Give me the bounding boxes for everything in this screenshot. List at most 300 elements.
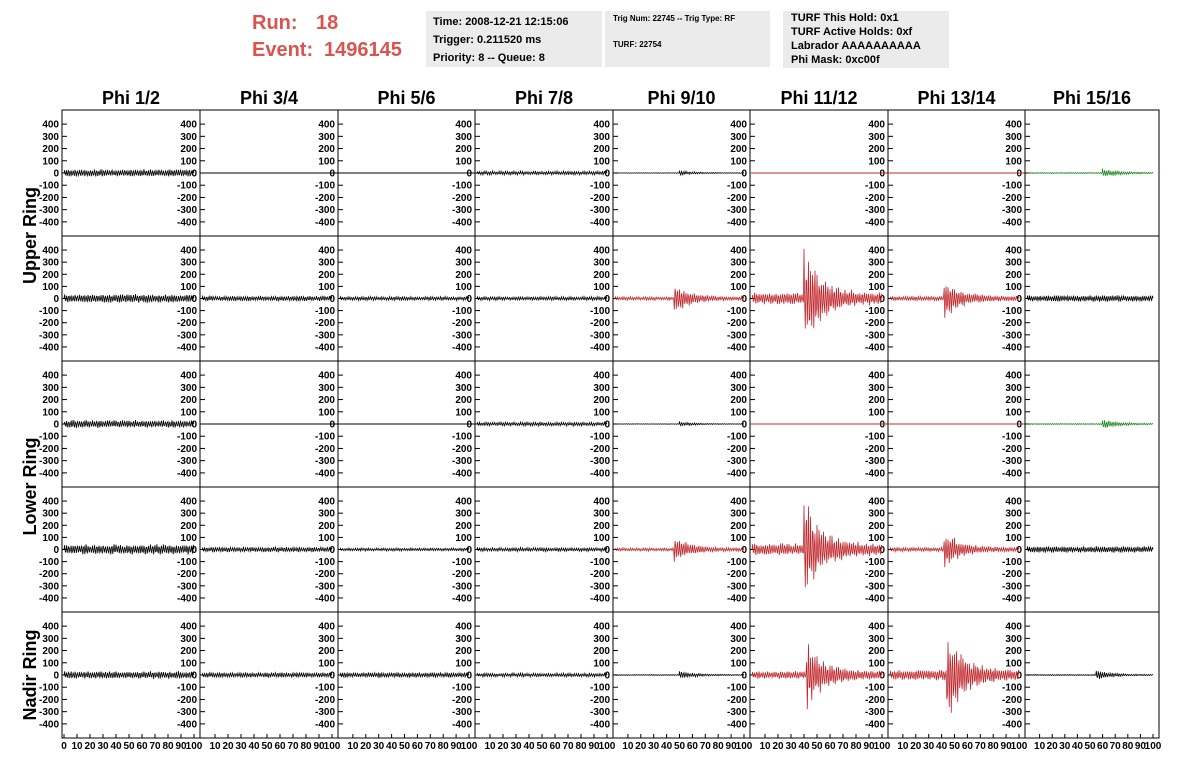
xtick-label: 10 — [759, 741, 771, 752]
waveform-r1-c4 — [477, 171, 607, 175]
ytick-label: 100 — [180, 281, 197, 293]
event-value: 1496145 — [324, 39, 402, 61]
ytick-label: -300 — [176, 581, 197, 593]
ytick-label: -100 — [176, 306, 197, 318]
ytick-label-left: -300 — [38, 205, 59, 217]
xtick-label: 70 — [699, 741, 711, 752]
ytick-label: -300 — [1001, 456, 1022, 468]
ytick-label: 0 — [604, 419, 610, 431]
ytick-label: 200 — [1005, 395, 1022, 407]
ytick-label: -300 — [864, 581, 885, 593]
xtick-label: 40 — [936, 741, 948, 752]
ytick-label: 100 — [1005, 407, 1022, 419]
ytick-label: 100 — [868, 407, 885, 419]
trig-num-line: Trig Num: 22745 -- Trig Type: RF — [613, 14, 736, 23]
ytick-label: 0 — [604, 294, 610, 305]
ytick-label: 0 — [466, 168, 472, 180]
waveform-r4-c2 — [202, 547, 332, 552]
ytick-label: -300 — [726, 581, 747, 593]
ytick-label: -300 — [726, 456, 747, 468]
ytick-label: -200 — [726, 569, 747, 581]
ytick-label: -100 — [451, 682, 472, 694]
ytick-label: -100 — [451, 180, 472, 192]
xtick-label: 20 — [84, 741, 96, 752]
ytick-label: 400 — [1005, 621, 1022, 633]
ytick-label: -400 — [451, 217, 472, 229]
ytick-label: -300 — [314, 205, 335, 217]
ytick-label: 400 — [180, 370, 197, 382]
xtick-label: 60 — [411, 741, 423, 752]
ytick-label: -100 — [176, 557, 197, 569]
ytick-label: 100 — [730, 281, 747, 293]
waveform-r2-c2 — [202, 296, 332, 301]
ytick-label-left: 100 — [42, 658, 59, 670]
ytick-label-left: -300 — [38, 707, 59, 719]
xtick-label: 60 — [1097, 741, 1109, 752]
ytick-label: 400 — [318, 621, 335, 633]
waveform-r3-c8 — [1027, 420, 1153, 428]
xtick-label: 90 — [1134, 741, 1146, 752]
ytick-label: 400 — [180, 245, 197, 257]
ytick-label: 400 — [180, 621, 197, 633]
ytick-label: -200 — [314, 569, 335, 581]
ytick-label-left: -400 — [38, 217, 59, 229]
xtick-label: 10 — [71, 741, 83, 752]
ytick-label: 100 — [730, 532, 747, 544]
xtick-label: 50 — [673, 741, 686, 752]
ytick-label: -200 — [451, 694, 472, 706]
waveform-r5-c1 — [64, 671, 194, 679]
waveform-r2-c5 — [615, 289, 744, 310]
ytick-label: -300 — [451, 205, 472, 217]
ytick-label: 0 — [329, 419, 335, 431]
ytick-label: 200 — [593, 520, 610, 532]
ytick-label: -200 — [314, 694, 335, 706]
ytick-label: 0 — [191, 545, 197, 556]
ytick-label: -400 — [1001, 342, 1022, 354]
ytick-label: -300 — [726, 205, 747, 217]
ytick-label: 400 — [1005, 245, 1022, 257]
ytick-label: 300 — [1005, 382, 1022, 394]
waveform-r3-c4 — [477, 422, 607, 426]
ytick-label: -300 — [176, 707, 197, 719]
ytick-label-left: -100 — [38, 180, 59, 192]
ytick-label: -100 — [314, 682, 335, 694]
xtick-label: 100 — [735, 741, 753, 752]
ytick-label-left: -200 — [38, 443, 59, 455]
ytick-label: -100 — [176, 431, 197, 443]
ytick-label: 200 — [868, 144, 885, 156]
xtick-label: 50 — [398, 741, 411, 752]
ytick-label: 200 — [318, 646, 335, 658]
ytick-label: 0 — [191, 294, 197, 305]
ytick-label-left: -200 — [38, 694, 59, 706]
ytick-label: 300 — [180, 633, 197, 645]
ytick-label: 200 — [868, 395, 885, 407]
ytick-label: 100 — [593, 658, 610, 670]
ytick-label: 0 — [191, 168, 197, 180]
waveform-r4-c5 — [615, 541, 744, 562]
ytick-label: -300 — [1001, 330, 1022, 342]
ytick-label: -200 — [1001, 694, 1022, 706]
ytick-label: -400 — [314, 719, 335, 731]
waveform-r1-c8 — [1027, 169, 1153, 176]
ytick-label-left: -200 — [38, 318, 59, 330]
xtick-label: 20 — [635, 741, 647, 752]
priority-line: Priority: 8 -- Queue: 8 — [433, 52, 545, 64]
ytick-label-left: 400 — [42, 370, 59, 382]
ytick-label: -300 — [451, 581, 472, 593]
ytick-label: 300 — [730, 508, 747, 520]
ytick-label: -100 — [1001, 180, 1022, 192]
ytick-label: 200 — [180, 646, 197, 658]
ytick-label: -100 — [589, 180, 610, 192]
xtick-label: 30 — [97, 741, 109, 752]
ytick-label: -200 — [726, 443, 747, 455]
xtick-label: 70 — [1109, 741, 1121, 752]
ytick-label: -100 — [589, 306, 610, 318]
xtick-label: 50 — [536, 741, 548, 752]
xtick-label: 90 — [175, 741, 187, 752]
ytick-label-left: -100 — [38, 557, 59, 569]
ytick-label: 0 — [191, 419, 197, 431]
ytick-label: 400 — [1005, 496, 1022, 508]
ytick-label: -200 — [1001, 192, 1022, 204]
turf-hold-line: TURF This Hold: 0x1 — [791, 12, 899, 24]
ytick-label: 400 — [730, 496, 747, 508]
ytick-label-left: -100 — [38, 431, 59, 443]
ytick-label: 400 — [455, 370, 472, 382]
ytick-label: -400 — [1001, 217, 1022, 229]
ytick-label: -400 — [589, 719, 610, 731]
xtick-label: 80 — [850, 741, 862, 752]
waveform-r3-c1 — [64, 420, 194, 428]
ytick-label: -400 — [1001, 719, 1022, 731]
ytick-label: 100 — [1005, 532, 1022, 544]
xtick-label: 20 — [910, 741, 922, 752]
ytick-label: -200 — [176, 694, 197, 706]
ytick-label: 200 — [455, 395, 472, 407]
ytick-label: 200 — [1005, 520, 1022, 532]
ytick-label: -200 — [176, 318, 197, 330]
waveform-r5-c6 — [752, 644, 882, 709]
ytick-label-left: 200 — [42, 646, 59, 658]
xtick-label: 40 — [386, 741, 398, 752]
xtick-label: 30 — [373, 741, 385, 752]
ytick-label: 100 — [455, 407, 472, 419]
turf-active-line: TURF Active Holds: 0xf — [791, 26, 913, 38]
ytick-label: 400 — [868, 621, 885, 633]
xtick-label: 50 — [811, 741, 823, 752]
xtick-label: 60 — [824, 741, 836, 752]
ytick-label: 200 — [318, 395, 335, 407]
ytick-label: -300 — [864, 205, 885, 217]
ytick-label: -300 — [589, 456, 610, 468]
ytick-label: -200 — [176, 192, 197, 204]
ytick-label: -400 — [589, 593, 610, 605]
ytick-label: 100 — [455, 156, 472, 168]
ytick-label-left: 300 — [42, 131, 59, 143]
ytick-label: 100 — [868, 532, 885, 544]
ytick-label: 400 — [868, 119, 885, 131]
ytick-label: -400 — [314, 217, 335, 229]
xtick-label: 70 — [149, 741, 161, 752]
xtick-label: 60 — [549, 741, 561, 752]
ytick-label: -200 — [864, 569, 885, 581]
ytick-label-left: 300 — [42, 382, 59, 394]
ytick-label: -100 — [451, 557, 472, 569]
column-header-8: Phi 15/16 — [1052, 88, 1132, 108]
ytick-label: -300 — [864, 707, 885, 719]
ytick-label: -200 — [1001, 318, 1022, 330]
ytick-label: -300 — [864, 330, 885, 342]
xtick-label: 40 — [661, 741, 673, 752]
ytick-label: 400 — [593, 621, 610, 633]
ytick-label: 0 — [329, 168, 335, 180]
xtick-label: 60 — [961, 741, 973, 752]
ytick-label: 200 — [455, 144, 472, 156]
ytick-label: 300 — [1005, 131, 1022, 143]
ytick-label: 300 — [455, 382, 472, 394]
ytick-label: 0 — [466, 294, 472, 305]
ytick-label: 400 — [593, 370, 610, 382]
ytick-label: 300 — [318, 382, 335, 394]
waveform-r5-c3 — [340, 672, 469, 677]
ytick-label: -100 — [726, 682, 747, 694]
waveform-r2-c6 — [752, 249, 882, 329]
ytick-label-left: 400 — [42, 621, 59, 633]
xtick-label: 10 — [484, 741, 496, 752]
ytick-label: 200 — [1005, 269, 1022, 281]
xtick-label: 100 — [460, 741, 478, 752]
ring-label-2: Lower Ring — [20, 437, 40, 536]
ytick-label: 400 — [180, 496, 197, 508]
xtick-label: 30 — [923, 741, 935, 752]
ytick-label-left: -200 — [38, 569, 59, 581]
xtick-label: 60 — [274, 741, 286, 752]
ytick-label: -400 — [864, 468, 885, 480]
ytick-label: 100 — [730, 407, 747, 419]
ytick-label: -400 — [176, 217, 197, 229]
ytick-label-left: 200 — [42, 395, 59, 407]
ytick-label: -200 — [1001, 443, 1022, 455]
ytick-label: -300 — [589, 707, 610, 719]
ytick-label: -200 — [451, 443, 472, 455]
ytick-label: -400 — [589, 468, 610, 480]
xtick-label: 40 — [523, 741, 535, 752]
waveform-r4-c8 — [1027, 546, 1153, 553]
ytick-label: 0 — [1016, 294, 1022, 305]
ytick-label: -400 — [176, 342, 197, 354]
ytick-label: -200 — [589, 318, 610, 330]
ytick-label: -400 — [451, 719, 472, 731]
ytick-label: 200 — [318, 520, 335, 532]
xtick-label: 30 — [235, 741, 247, 752]
ytick-label: 300 — [730, 633, 747, 645]
ytick-label: 100 — [318, 532, 335, 544]
ytick-label: 0 — [879, 294, 885, 305]
xtick-label: 10 — [1034, 741, 1046, 752]
xtick-label: 80 — [575, 741, 587, 752]
waveform-r1-c5 — [615, 171, 744, 175]
ytick-label: 200 — [455, 520, 472, 532]
ytick-label: -100 — [314, 306, 335, 318]
ytick-label: 100 — [318, 658, 335, 670]
xtick-label: 20 — [360, 741, 372, 752]
xtick-label: 90 — [1000, 741, 1012, 752]
ytick-label: -400 — [589, 342, 610, 354]
ytick-label: 0 — [879, 419, 885, 431]
ytick-label: 200 — [730, 395, 747, 407]
ytick-label: 300 — [180, 131, 197, 143]
ytick-label: 100 — [318, 156, 335, 168]
ytick-label: -300 — [589, 330, 610, 342]
time-line: Time: 2008-12-21 12:15:06 — [433, 16, 569, 28]
ytick-label: 400 — [593, 245, 610, 257]
ytick-label: -100 — [589, 682, 610, 694]
ytick-label: 100 — [1005, 658, 1022, 670]
ytick-label-left: 100 — [42, 407, 59, 419]
waveform-r2-c7 — [890, 286, 1019, 318]
column-header-4: Phi 7/8 — [514, 88, 574, 108]
waveform-r3-c5 — [615, 422, 744, 426]
ytick-label: -100 — [589, 557, 610, 569]
ytick-label: 0 — [604, 670, 610, 682]
ytick-label: -300 — [314, 330, 335, 342]
ytick-label-left: 300 — [42, 633, 59, 645]
ytick-label: 200 — [730, 646, 747, 658]
ytick-label-left: -400 — [38, 719, 59, 731]
ytick-label: -100 — [864, 682, 885, 694]
ytick-label: 0 — [879, 670, 885, 682]
ytick-label: -100 — [726, 180, 747, 192]
ytick-label: 300 — [593, 382, 610, 394]
ytick-label: -400 — [314, 342, 335, 354]
ytick-label: 100 — [730, 156, 747, 168]
xtick-label: 30 — [785, 741, 797, 752]
ytick-label: -400 — [864, 719, 885, 731]
ytick-label: 300 — [1005, 508, 1022, 520]
ytick-label: -100 — [726, 557, 747, 569]
ytick-label: 200 — [868, 646, 885, 658]
ytick-label: -200 — [589, 694, 610, 706]
ytick-label-left: 400 — [42, 245, 59, 257]
waveform-r1-c1 — [64, 169, 194, 176]
ytick-label: 200 — [730, 520, 747, 532]
ytick-label: -400 — [726, 342, 747, 354]
ytick-label: 400 — [868, 370, 885, 382]
waveform-r4-c3 — [340, 548, 469, 551]
ytick-label: -100 — [726, 431, 747, 443]
waveform-r2-c3 — [340, 297, 469, 301]
ytick-label: 100 — [868, 658, 885, 670]
ytick-label: -400 — [726, 468, 747, 480]
ytick-label: 300 — [593, 508, 610, 520]
ytick-label: 100 — [730, 658, 747, 670]
ytick-label: 300 — [318, 508, 335, 520]
xtick-label: 70 — [562, 741, 574, 752]
ytick-label: 100 — [593, 407, 610, 419]
ytick-label: -100 — [451, 431, 472, 443]
ytick-label: 100 — [868, 281, 885, 293]
phi-mask-line: Phi Mask: 0xc00f — [791, 54, 880, 66]
ytick-label-left: -400 — [38, 593, 59, 605]
ytick-label: 100 — [593, 156, 610, 168]
xtick-label: 70 — [287, 741, 299, 752]
ytick-label: 0 — [1016, 545, 1022, 556]
xtick-label: 20 — [772, 741, 784, 752]
ytick-label: -300 — [314, 707, 335, 719]
ytick-label: -300 — [726, 707, 747, 719]
ytick-label: 0 — [741, 168, 747, 180]
ytick-label: -400 — [589, 217, 610, 229]
ytick-label-left: 0 — [53, 294, 59, 305]
ytick-label: 0 — [741, 670, 747, 682]
column-header-6: Phi 11/12 — [780, 88, 858, 108]
ytick-label: -400 — [726, 719, 747, 731]
ytick-label: 200 — [180, 144, 197, 156]
ytick-label: 400 — [730, 245, 747, 257]
waveform-r5-c5 — [615, 671, 744, 677]
ytick-label: -200 — [726, 694, 747, 706]
ytick-label: 200 — [593, 646, 610, 658]
ytick-label: 0 — [604, 168, 610, 180]
ytick-label: -400 — [451, 468, 472, 480]
ytick-label: 200 — [593, 144, 610, 156]
ytick-label: -300 — [176, 205, 197, 217]
ytick-label: -300 — [451, 707, 472, 719]
ytick-label: -200 — [864, 443, 885, 455]
labrador-line: Labrador AAAAAAAAAA — [791, 40, 921, 52]
ytick-label: -200 — [726, 192, 747, 204]
ytick-label: 400 — [730, 370, 747, 382]
ytick-label: -400 — [726, 593, 747, 605]
ring-label-3: Nadir Ring — [20, 629, 40, 721]
ytick-label: 300 — [455, 257, 472, 269]
ytick-label-left: 200 — [42, 520, 59, 532]
xtick-label: 70 — [424, 741, 436, 752]
ytick-label: -300 — [1001, 581, 1022, 593]
xtick-label: 90 — [313, 741, 325, 752]
xtick-label: 40 — [248, 741, 260, 752]
ytick-label: -100 — [864, 431, 885, 443]
ytick-label: 0 — [879, 168, 885, 180]
ytick-label: -100 — [451, 306, 472, 318]
column-header-5: Phi 9/10 — [647, 88, 716, 108]
ytick-label: 200 — [730, 144, 747, 156]
ytick-label: 400 — [730, 621, 747, 633]
ytick-label: 100 — [1005, 281, 1022, 293]
ytick-label: 200 — [868, 269, 885, 281]
ytick-label: -400 — [451, 593, 472, 605]
ytick-label: -200 — [176, 443, 197, 455]
ytick-label: -300 — [176, 330, 197, 342]
ytick-label-left: 0 — [53, 670, 59, 682]
ytick-label: -200 — [451, 569, 472, 581]
xtick-label: 20 — [222, 741, 234, 752]
ytick-label: -400 — [1001, 593, 1022, 605]
ytick-label: 100 — [318, 281, 335, 293]
ytick-label: 300 — [593, 257, 610, 269]
ytick-label: 300 — [455, 131, 472, 143]
waveform-r4-c1 — [64, 544, 194, 554]
ytick-label: 400 — [1005, 119, 1022, 131]
ytick-label: 400 — [318, 370, 335, 382]
ytick-label: 200 — [180, 269, 197, 281]
xtick-label: 50 — [123, 741, 135, 752]
xtick-label: 100 — [1144, 741, 1162, 752]
ytick-label: 300 — [593, 633, 610, 645]
